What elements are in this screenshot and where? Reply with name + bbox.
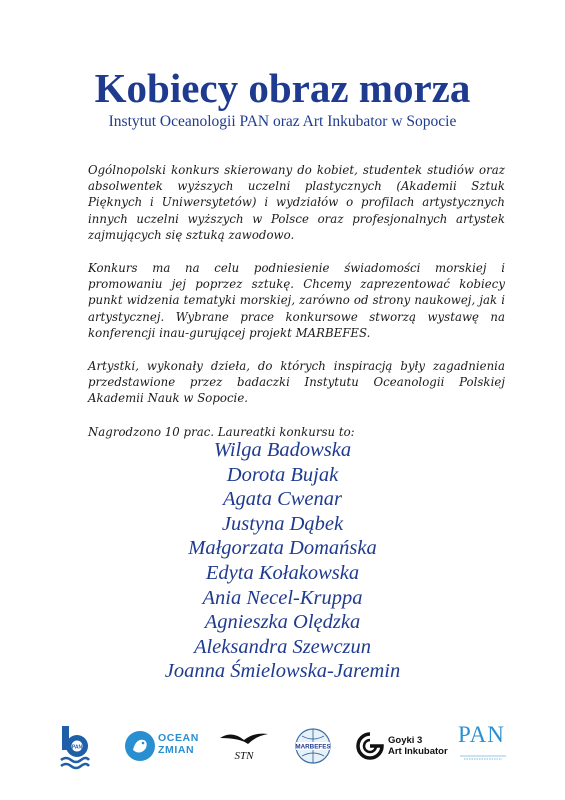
paragraph-3: Artystki, wykonały dzieła, do których inspiracją były zagadnienia przedstawione przez badaczki Instytutu Oceanologii Polskiej Akademii Nauk w Sopocie. <box>88 359 505 406</box>
partner-logos <box>0 718 565 778</box>
laureate-name: Agnieszka Olędzka <box>204 611 361 634</box>
laureate-name: Ania Necel-Kruppa <box>202 586 363 609</box>
page-subtitle: Instytut Oceanologii PAN oraz Art Inkubator w Sopocie <box>108 113 457 130</box>
art-inkubator-line2: Art Inkubator <box>388 746 448 757</box>
stn-logo <box>218 728 270 762</box>
laureate-name: Wilga Badowska <box>213 439 352 461</box>
marbefes-globe-icon <box>294 724 332 768</box>
svg-text:PAN: PAN <box>71 744 83 751</box>
paragraph-1: Ogólnopolski konkurs skierowany do kobiet, studentek studiów oraz absolwentek wyższych uczelni plastycznych (Akademii Sztuk Pięknych i Uniwersytetów) i wydziałów o profilach artystycznych innych uczelni wyższych w Polsce oraz profesjonalnych artystek zajmujących się sztuką zawodowo. <box>88 163 505 242</box>
pan-logo: PAN <box>458 722 505 747</box>
marbefes-logo <box>294 724 332 768</box>
laureate-name: Aleksandra Szewczun <box>193 635 372 658</box>
ocean-zmian-line1: OCEAN <box>158 732 199 744</box>
art-inkubator-logo <box>356 732 384 760</box>
laureate-name: Dorota Bujak <box>226 463 339 486</box>
paragraph-2: Konkurs ma na celu podniesienie świadomości morskiej i promowaniu jej poprzez sztukę. Chcemy zaprezentować kobiecy punkt widzenia tematyki morskiej, zarówno od strony naukowej, jak i artystycznej. Wybrane prace konkursowe stworzą wystawę na konferencji inau-gurującej projekt MARBEFES. <box>88 261 505 340</box>
ocean-zmian-drop-icon <box>124 728 156 762</box>
art-inkubator-text <box>388 735 448 757</box>
iopan-logo-icon <box>60 726 90 770</box>
laureates-list <box>0 438 565 684</box>
laureates-intro: Nagrodzono 10 prac. Laureatki konkursu to: <box>88 424 355 439</box>
art-inkubator-icon <box>356 732 384 760</box>
marbefes-text: MARBEFES <box>295 743 331 751</box>
art-inkubator-line1: Goyki 3 <box>388 735 423 746</box>
laureate-name: Małgorzata Domańska <box>188 537 377 560</box>
laureate-name: Justyna Dąbek <box>221 512 344 535</box>
ocean-zmian-text <box>158 732 199 756</box>
laureate-name: Agata Cwenar <box>222 488 343 511</box>
pan-logo-underline <box>460 754 506 762</box>
description-body <box>88 162 505 457</box>
laureate-name: Joanna Śmielowska-Jaremin <box>164 660 401 683</box>
ocean-zmian-line2: ZMIAN <box>158 744 195 756</box>
laureate-name: Edyta Kołakowska <box>205 561 360 584</box>
ocean-zmian-logo <box>124 728 156 762</box>
stn-text: STN <box>234 750 254 762</box>
seagull-icon <box>218 728 270 762</box>
page-title: Kobiecy obraz morza <box>94 65 471 111</box>
